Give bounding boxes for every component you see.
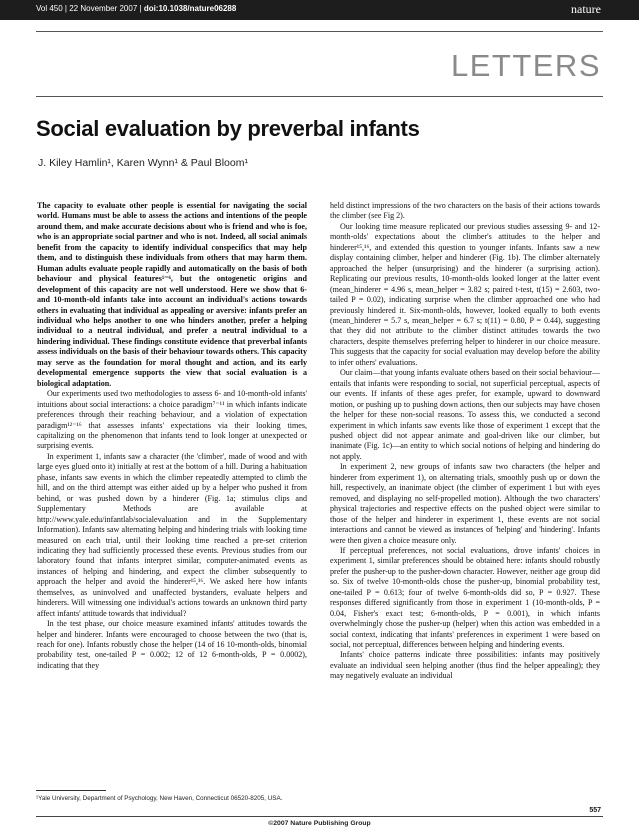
journal-logo: nature <box>571 2 601 16</box>
author-list: J. Kiley Hamlin¹, Karen Wynn¹ & Paul Bloom¹ <box>38 157 248 169</box>
left-column <box>37 201 307 801</box>
article-title: Social evaluation by preverbal infants <box>36 116 420 141</box>
body-paragraph: If perceptual preferences, not social evaluations, drove infants' choices in experiment 1, similar preferences should be obtained here: infants should robustly prefer the pusher-up to the pusher-down character. However, neither age group did so. Six of twelve 10-month-olds chose the pusher-up, binomial probability test, one-tailed P = 0.613; four of twelve 6-month-olds did so, P = 0.927. These responses differed significantly from those in experiment 1 (10-month-olds, P = 0.04, Fisher's exact test; 6-month-olds, P = 0.001), in which infants overwhelmingly chose the pusher-up (helper) when this action was embedded in a social context, indicating that infants' preferences in experiment 1 were based on social, not perceptual, differences between helping and hindering events. <box>330 545 600 650</box>
header-bar <box>0 0 639 20</box>
body-paragraph: Our experiments used two methodologies to assess 6- and 10-month-old infants' intuitions about social interactions: a choice paradigm⁷⁻¹¹ in which infants indicate preferences through their reaching behaviour, and a violation of expectation paradigm¹²⁻¹⁶ that assesses infants' expectations via their looking times, capitalizing on the phenomenon that infants tend to look longer at unexpected or surprising events. <box>37 389 307 451</box>
section-label: LETTERS <box>450 48 601 83</box>
body-paragraph: In the test phase, our choice measure examined infants' attitudes towards the helper and hinderer. Infants were encouraged to choose between the two (that is, reach for one). Infants robustly chose the helper (14 of 16 10-month-olds, binomial probability test, one-tailed P = 0.002; 12 of 12 6-month-olds, P = 0.0002), indicating that they <box>37 619 307 670</box>
affiliation-footnote: ¹Yale University, Department of Psychology, New Haven, Connecticut 06520-8205, USA. <box>36 795 283 802</box>
header-rule <box>36 31 603 32</box>
page-number: 557 <box>589 807 601 814</box>
footer-rule <box>36 816 603 817</box>
body-paragraph: Infants' choice patterns indicate three possibilities: infants may positively evaluate an individual seen helping another (thus find the helper appealing); they may negatively evaluate an individual <box>330 650 600 681</box>
body-paragraph: Our claim—that young infants evaluate others based on their social behaviour—entails that infants were responding to social, not superficial perceptual, aspects of our events. If infants of these ages prefer, for example, upward to downward motion, or pushing up to pushing down actions, then our subjects may have chosen the helper for these non-social reasons. To assess this, we conducted a second experiment in which infants saw events like those of experiment 1 except that the pushed object did not appear animate and goal-driven like our climber, but inanimate (Fig. 1c)—an entity to which social notions of helping and hindering do not apply. <box>330 368 600 461</box>
doi-link[interactable]: doi:10.1038/nature06288 <box>143 4 237 13</box>
body-paragraph: held distinct impressions of the two characters on the basis of their actions towards the climber (see Fig 2). <box>330 201 600 221</box>
body-paragraph: In experiment 2, new groups of infants saw two characters (the helper and hinderer from experiment 1), on alternating trials, smoothly push up or down the hill, respectively, an inanimate object (the climber of experiment 1 but with eyes removed, and displaying no self-propelled motion). Although the two characters' physical trajectories and respective effects on the pushed object were similar to those of the helper and hinderer in experiment 1, these events are not social interactions and cannot be viewed as instances of 'helping' and 'hindering'. Infants were then given a choice measure only. <box>330 462 600 545</box>
citation-line: Vol 450 | 22 November 2007 | doi:10.1038/nature06288 <box>36 4 237 13</box>
copyright-notice: ©2007 Nature Publishing Group <box>268 820 371 827</box>
section-rule <box>36 96 603 97</box>
volume: Vol 450 <box>36 4 63 13</box>
body-paragraph: Our looking time measure replicated our previous studies assessing 9- and 12-month-olds' expectations about the climber's attitudes to the helper and hinderer¹⁵,¹⁶, and extended this question to younger infants. Infants saw a new display containing climber, helper and hinderer (Fig. 1b). The climber alternately approached the helper (unsurprising) and the hinderer (a surprising action). Replicating our previous results, 10-month-olds looked longer at the latter event (mean_hinderer = 4.96 s, mean_helper = 3.82 s; paired t-test, t(15) = 2.603, two-tailed P = 0.02), indicating surprise when the climber approached one who had previously hindered it. Six-month-olds, however, looked equally to both events (mean_hinderer = 5.7 s, mean_helper = 6.7 s; t(11) = 0.80, P = 0.44), suggesting that they did not attribute to the climber distinct attitudes towards the two characters, despite themselves preferring helper to hinderer in our choice measure. This suggests that the capacity for social evaluation may develop before the ability to infer others' evaluations. <box>330 221 600 367</box>
footnote-rule <box>36 790 106 791</box>
issue-date: 22 November 2007 <box>69 4 138 13</box>
body-paragraph: In experiment 1, infants saw a character (the 'climber', made of wood and with large eyes glued onto it) initially at rest at the bottom of a hill. During a habituation phase, infants saw events in which the climber repeatedly attempted to climb the hill, and on the third attempt was either aided up by a helper who pushed it from behind, or was pushed down by a hinderer (Fig. 1a; stimulus clips and Supplementary Methods are available at http://www.yale.edu/infantlab/socialevaluation and in the Supplementary Information). Infants saw alternating helping and hindering trials with looking time measured on each trial, until their looking time reached a pre-set criterion indicating they had sufficiently processed these events. Previous studies from our laboratory found that infants interpret similar, computer-animated events as instances of helping and hindering, and expect the climber subsequently to approach the helper and avoid the hinderer¹⁵,¹⁶. We asked here how infants themselves, as uninvolved and unaffected bystanders, evaluate helpers and hinderers. Will witnessing one individual's actions towards an unknown third party affect infants' attitude towards that individual? <box>37 451 307 618</box>
right-column <box>330 201 600 801</box>
abstract-paragraph: The capacity to evaluate other people is essential for navigating the social world. Humans must be able to assess the actions and intentions of the people around them, and make accurate decisions about who is friend and who is foe, who is an appropriate social partner and who is not. Indeed, all social animals benefit from the capacity to identify individual conspecifics that may help them, and to distinguish these individuals from others that may harm them. Human adults evaluate people rapidly and automatically on the basis of both behaviour and physical features¹⁻⁶, but the ontogenetic origins and development of this capacity are not well understood. Here we show that 6- and 10-month-old infants take into account an individual's actions towards others in evaluating that individual as appealing or aversive: infants prefer an individual who helps another to one who hinders another, prefer a helping individual to a neutral individual, and prefer a neutral individual to a hindering individual. These findings constitute evidence that preverbal infants assess individuals on the basis of their behaviour towards others. This capacity may serve as the foundation for moral thought and action, and its early developmental emergence supports the view that social evaluation is a biological adaptation. <box>37 201 307 388</box>
